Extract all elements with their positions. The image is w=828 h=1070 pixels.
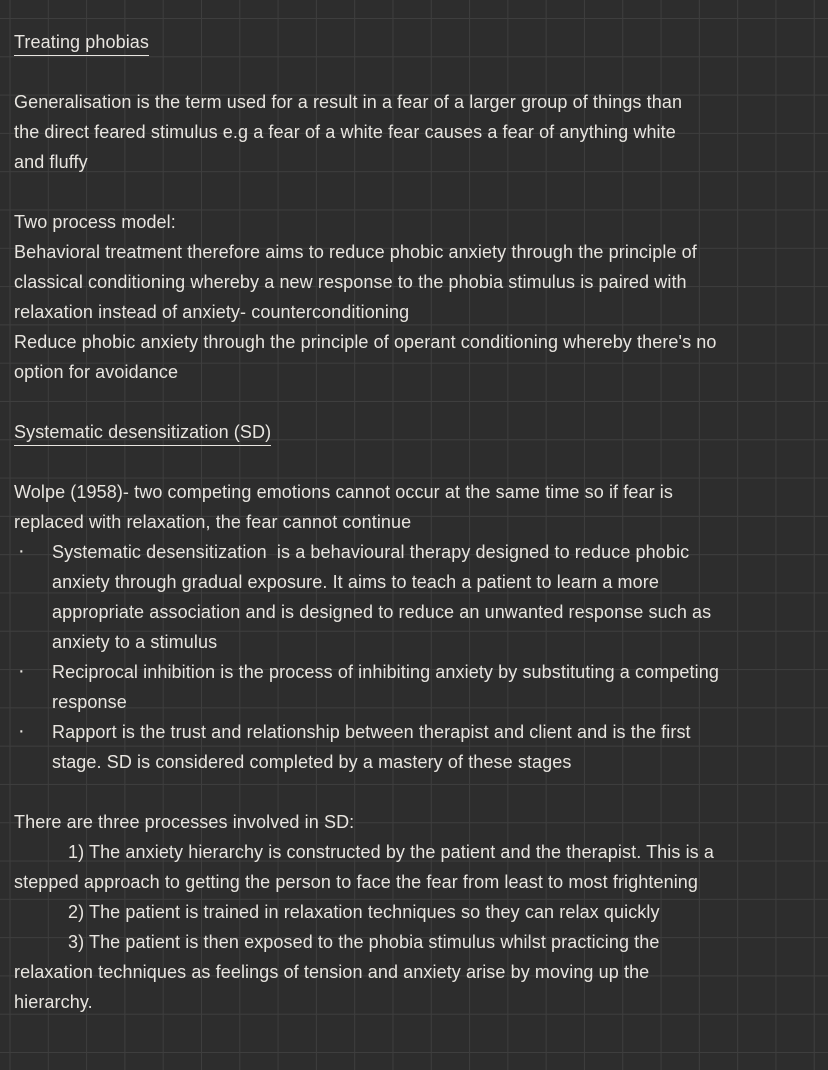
note-line: and fluffy (14, 152, 88, 172)
note-line: There are three processes involved in SD: (14, 812, 355, 832)
note-line: the direct feared stimulus e.g a fear of a white fear causes a fear of anything white (14, 122, 676, 142)
bullet-dot-icon: · (18, 540, 25, 562)
note-line: Reduce phobic anxiety through the principle of operant conditioning whereby there's no (14, 332, 717, 352)
note-line: hierarchy. (14, 992, 93, 1012)
note-line: anxiety to a stimulus (52, 632, 218, 652)
note-line: 3) The patient is then exposed to the phobia stimulus whilst practicing the (68, 932, 660, 952)
note-bullet-line (0, 657, 828, 687)
blank-line (0, 57, 828, 87)
note-bullet-line (0, 537, 828, 567)
note-line: Behavioral treatment therefore aims to reduce phobic anxiety through the principle of (14, 242, 697, 262)
note-line: classical conditioning whereby a new response to the phobia stimulus is paired with (14, 272, 687, 292)
bullet-dot-icon: · (18, 660, 25, 682)
blank-line (0, 387, 828, 417)
note-line-text: Rapport is the trust and relationship between therapist and client and is the first (52, 722, 691, 742)
note-line: Two process model: (14, 212, 176, 232)
blank-line (0, 177, 828, 207)
note-line: appropriate association and is designed to reduce an unwanted response such as (52, 602, 712, 622)
note-heading-text: Treating phobias (14, 30, 149, 56)
note-line-text: Reciprocal inhibition is the process of inhibiting anxiety by substituting a competing (52, 662, 719, 682)
note-line: Wolpe (1958)- two competing emotions cannot occur at the same time so if fear is (14, 482, 673, 502)
note-line: Generalisation is the term used for a result in a fear of a larger group of things than (14, 92, 683, 112)
note-line: 1) The anxiety hierarchy is constructed by the patient and the therapist. This is a (68, 842, 714, 862)
note-line-text: Systematic desensitization is a behavioural therapy designed to reduce phobic (52, 542, 690, 562)
note-line: relaxation instead of anxiety- counterconditioning (14, 302, 410, 322)
note-line: stage. SD is considered completed by a mastery of these stages (52, 752, 572, 772)
blank-line (0, 777, 828, 807)
note-heading-text: Systematic desensitization (SD) (14, 420, 271, 446)
note-line: 2) The patient is trained in relaxation techniques so they can relax quickly (68, 902, 660, 922)
note-line: response (52, 692, 127, 712)
note-line: option for avoidance (14, 362, 179, 382)
note-line: anxiety through gradual exposure. It aims to teach a patient to learn a more (52, 572, 659, 592)
note-bullet-line (0, 717, 828, 747)
note-heading (0, 417, 828, 447)
blank-line (0, 447, 828, 477)
note-line: replaced with relaxation, the fear cannot continue (14, 512, 412, 532)
bullet-dot-icon: · (18, 720, 25, 742)
note-line: relaxation techniques as feelings of tension and anxiety arise by moving up the (14, 962, 650, 982)
note-heading (0, 27, 828, 57)
note-line: stepped approach to getting the person to face the fear from least to most frightening (14, 872, 699, 892)
